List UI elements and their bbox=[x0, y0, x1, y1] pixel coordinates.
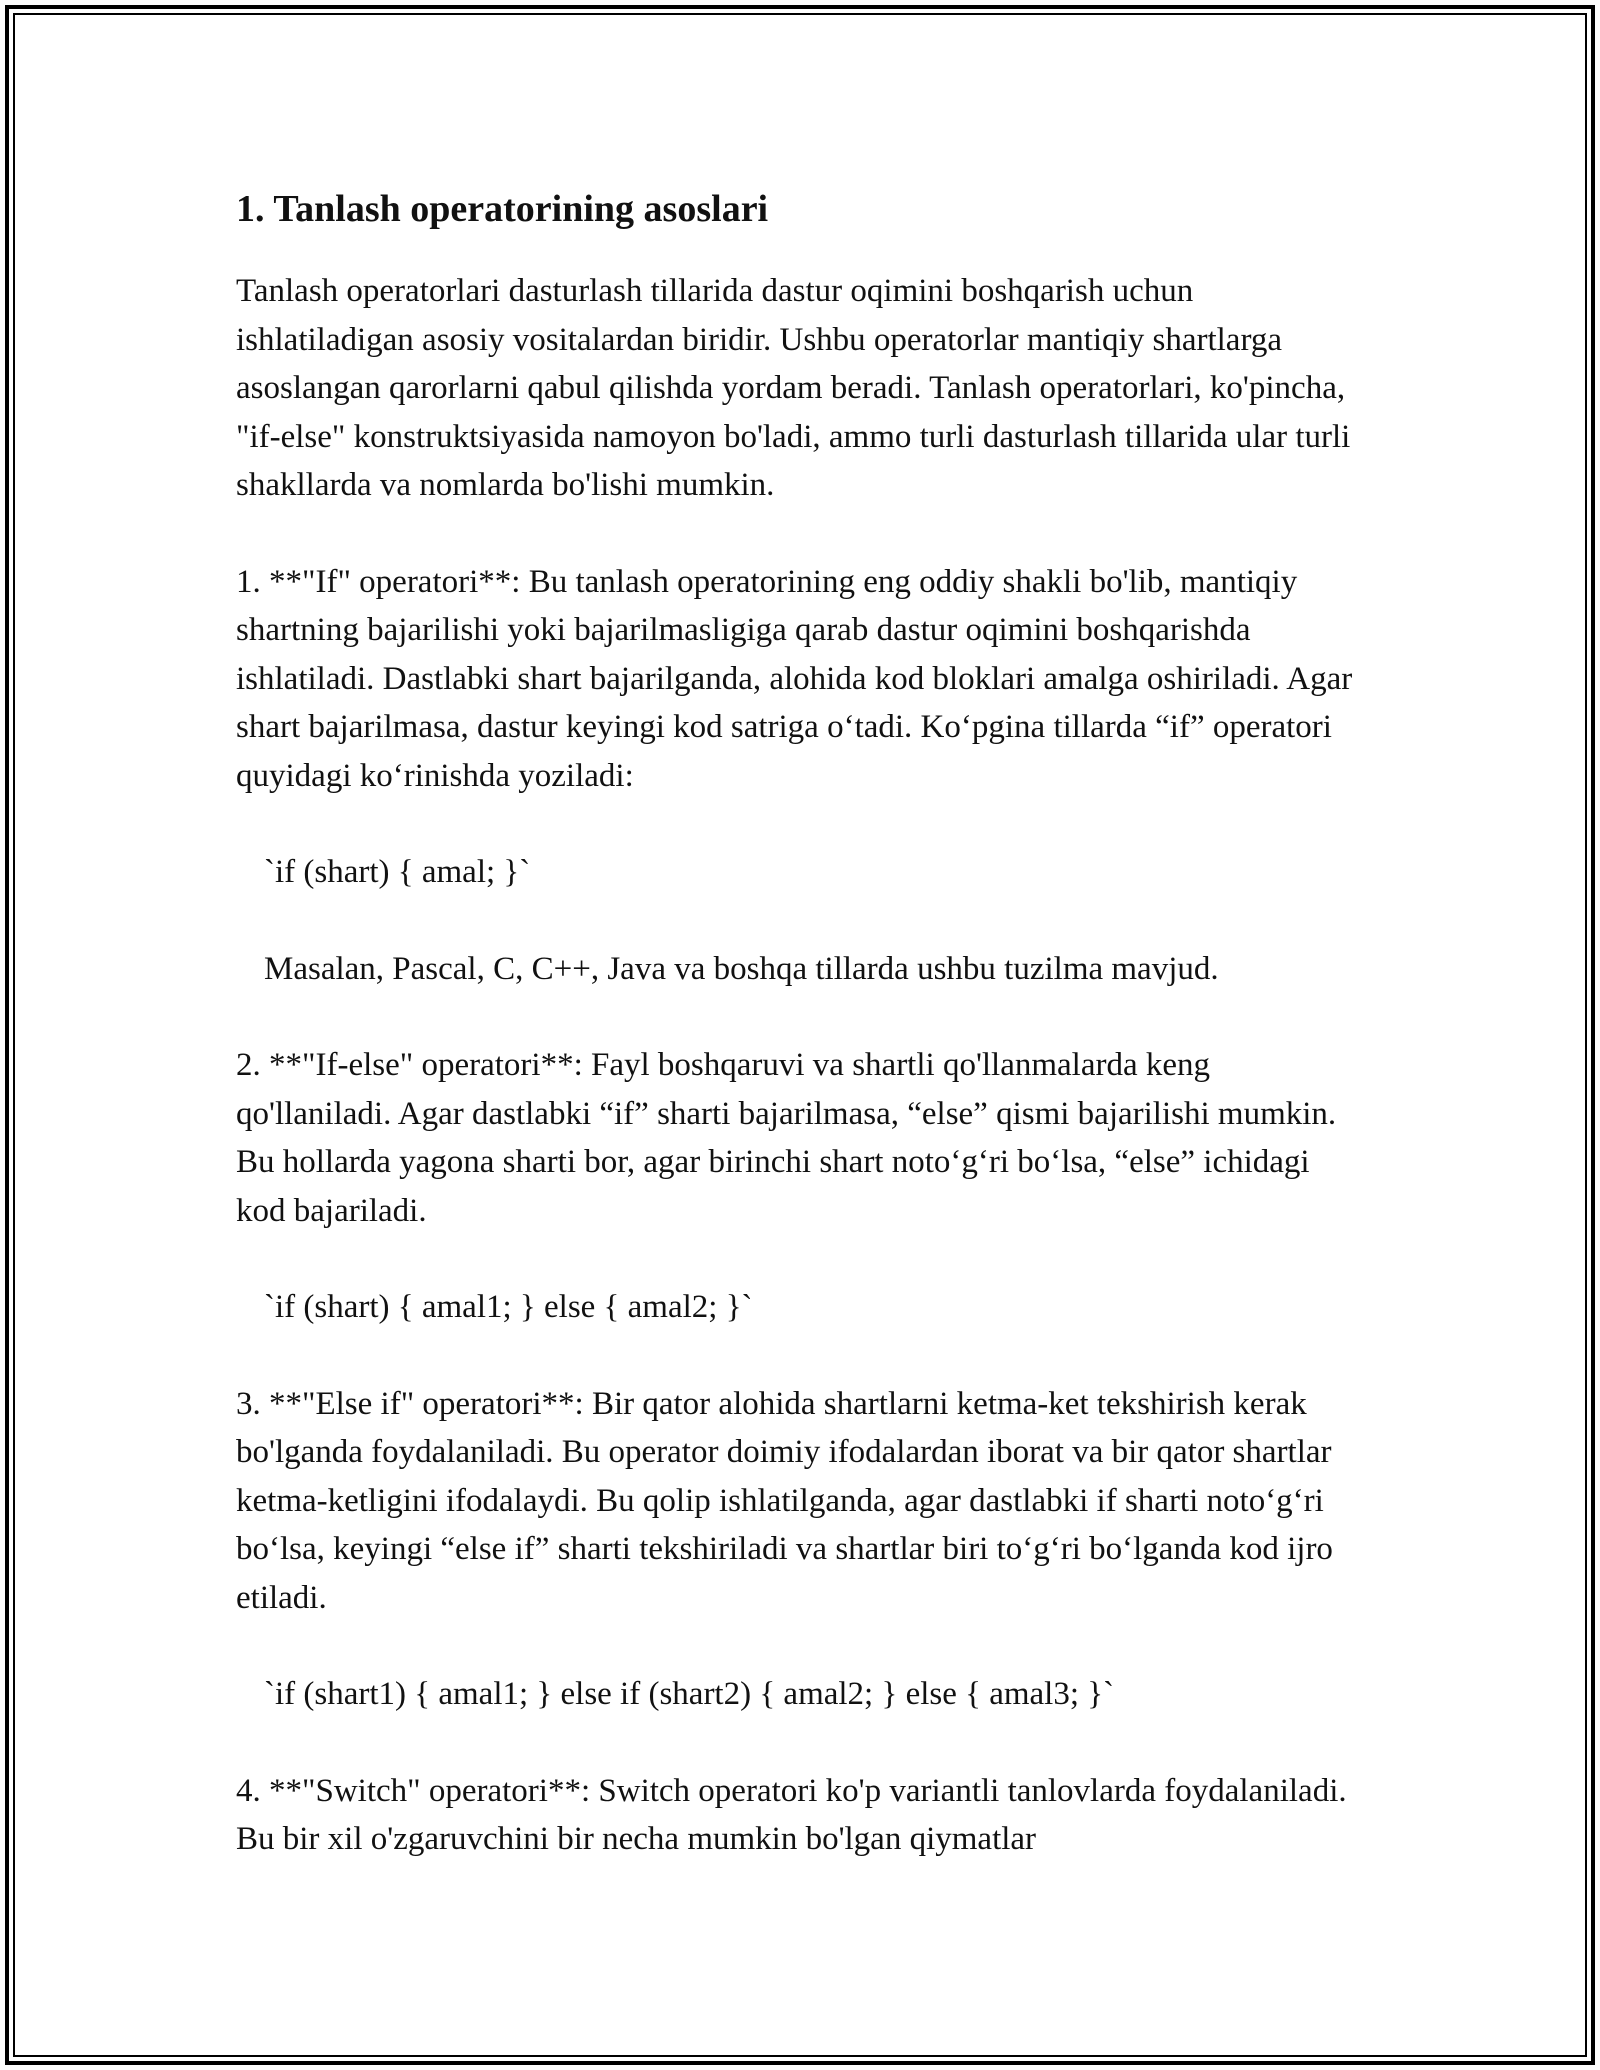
else-if-code-example: `if (shart1) { amal1; } else if (shart2) { amal2; } else { amal3; }` bbox=[264, 1676, 1115, 1712]
document-body bbox=[236, 185, 1366, 1864]
if-operator-paragraph: 1. **"If" operatori**: Bu tanlash operatorining eng oddiy shakli bo'lib, mantiqiy shartning bajarilishi yoki bajarilmasligiga qarab dastur oqimini boshqarishda ishlatiladi. Dastlabki shart bajarilganda, alohida kod bloklari amalga oshiriladi. Agar shart bajarilmasa, dastur keyingi kod satriga o‘tadi. Ko‘pgina tillarda “if” operatori quyidagi ko‘rinishda yoziladi: bbox=[236, 563, 1353, 794]
if-code-example: `if (shart) { amal; }` bbox=[264, 854, 531, 890]
switch-operator-paragraph: 4. **"Switch" operatori**: Switch operatori ko'p variantli tanlovlarda foydalaniladi. Bu bir xil o'zgaruvchini bir necha mumkin bo'lgan qiymatlar bbox=[236, 1772, 1347, 1857]
if-else-code-example: `if (shart) { amal1; } else { amal2; }` bbox=[264, 1289, 753, 1325]
if-else-operator-paragraph: 2. **"If-else" operatori**: Fayl boshqaruvi va shartli qo'llanmalarda keng qo'llaniladi. Agar dastlabki “if” sharti bajarilmasa, “else” qismi bajarilishi mumkin. Bu hollarda yagona sharti bor, agar birinchi shart noto‘g‘ri bo‘lsa, “else” ichidagi kod bajariladi. bbox=[236, 1047, 1337, 1229]
languages-note: Masalan, Pascal, C, C++, Java va boshqa tillarda ushbu tuzilma mavjud. bbox=[264, 950, 1219, 987]
else-if-operator-paragraph: 3. **"Else if" operatori**: Bir qator alohida shartlarni ketma-ket tekshirish kerak bo'lganda foydalaniladi. Bu operator doimiy ifodalardan iborat va bir qator shartlar ketma-ketligini ifodalaydi. Bu qolip ishlatilganda, agar dastlabki if sharti noto‘g‘ri bo‘lsa, keyingi “else if” sharti tekshiriladi va shartlar biri to‘g‘ri bo‘lganda kod ijro etiladi. bbox=[236, 1385, 1333, 1616]
section-heading: 1. Tanlash operatorining asoslari bbox=[236, 188, 769, 230]
intro-paragraph: Tanlash operatorlari dasturlash tillarida dastur oqimini boshqarish uchun ishlatiladigan asosiy vositalardan biridir. Ushbu operatorlar mantiqiy shartlarga asoslangan qarorlarni qabul qilishda yordam beradi. Tanlash operatorlari, ko'pincha, "if-else" konstruktsiyasida namoyon bo'ladi, ammo turli dasturlash tillarida ular turli shakllarda va nomlarda bo'lishi mumkin. bbox=[236, 273, 1351, 503]
